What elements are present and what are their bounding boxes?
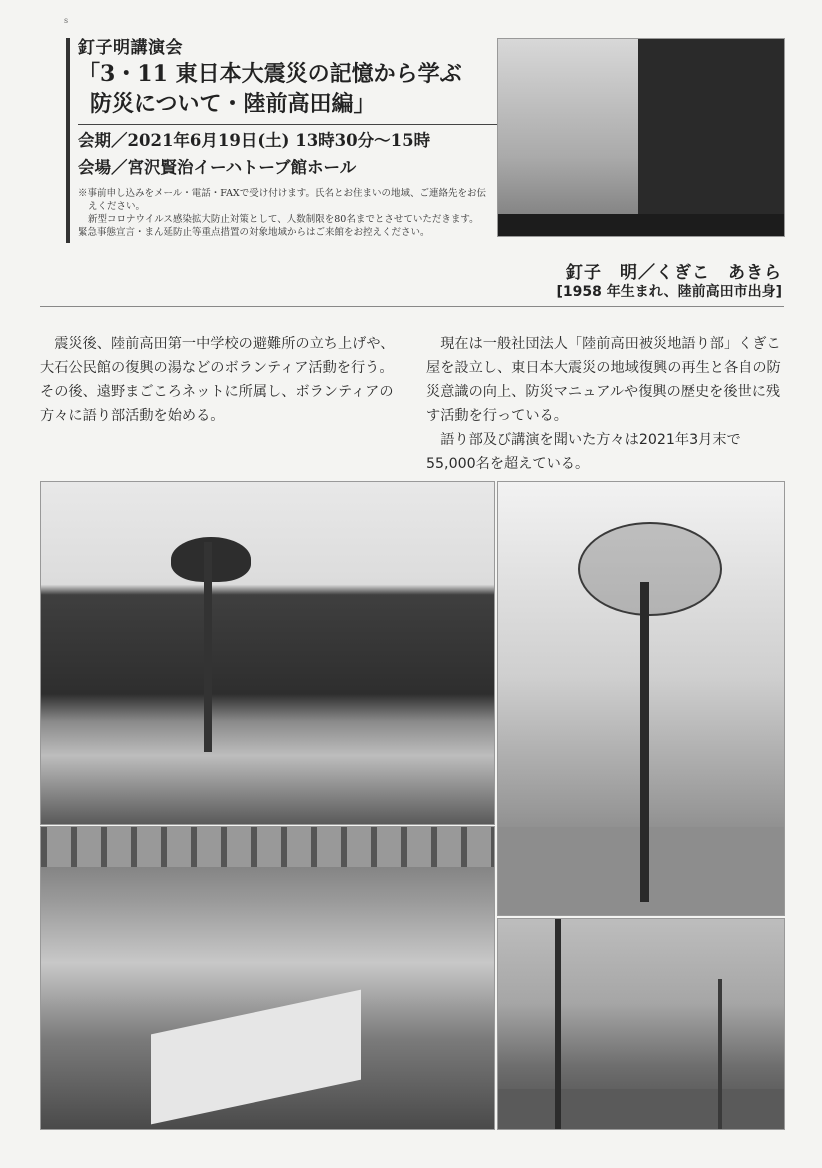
- note-line: 新型コロナウイルス感染拡大防止対策として、人数制限を80名までとさせていただきます。: [88, 214, 479, 225]
- utility-pole: [718, 979, 722, 1129]
- tree-crown: [578, 522, 722, 616]
- miracle-pine-photo: [497, 481, 785, 916]
- body-column-left: [40, 332, 400, 428]
- event-title-line1: 「3・11 東日本大震災の記憶から学ぶ: [78, 61, 462, 87]
- road: [498, 1089, 784, 1129]
- event-series: 釘子明講演会: [78, 38, 183, 58]
- speaker-photo: [497, 38, 785, 237]
- audience-backdrop: [498, 39, 638, 236]
- note-line: ※事前申し込みをメール・電話・FAXで受け付けます。氏名とお住まいの地域、ご連絡先をお伝: [78, 188, 486, 199]
- body-paragraph-2: 現在は一般社団法人「陸前高田被災地語り部」くぎこ屋を設立し、東日本大震災の地域復興の再生と各自の防災意識の向上、防災マニュアルや復興の歴史を後世に残す活動を行っている。: [426, 336, 781, 424]
- tree-trunk: [640, 582, 649, 902]
- note-line: 緊急事態宣言・まん延防止等重点措置の対象地域からはご来館をお控えください。: [78, 227, 430, 238]
- lone-pine-lake-photo: [40, 481, 495, 825]
- event-accent-bar: [66, 38, 70, 243]
- body-paragraph-3: 語り部及び講演を聞いた方々は2021年3月末で55,000名を超えている。: [426, 432, 741, 472]
- title-rule: [78, 124, 508, 125]
- event-venue: 会場／宮沢賢治イーハトーブ館ホール: [78, 158, 357, 177]
- event-date: 会期／2021年6月19日(土) 13時30分〜15時: [78, 131, 431, 150]
- section-divider: [40, 306, 784, 307]
- event-notes: [78, 187, 496, 239]
- page-mark: s: [64, 16, 69, 25]
- event-title-line2: 防災について・陸前高田編」: [90, 91, 376, 117]
- disaster-street-photo: [497, 918, 785, 1130]
- roof-truss: [41, 827, 494, 867]
- body-column-right: [426, 332, 786, 476]
- speaker-bio: [1958 年生まれ、陸前高田市出身]: [556, 284, 782, 300]
- damaged-gymnasium-photo: [40, 826, 495, 1130]
- collapsed-wall: [151, 990, 361, 1125]
- tree-trunk: [204, 542, 212, 752]
- podium: [498, 214, 784, 236]
- utility-pole: [555, 919, 561, 1129]
- event-info: [66, 38, 496, 243]
- note-line: えください。: [88, 201, 146, 212]
- speaker-figure: [638, 39, 784, 236]
- speaker-name: 釘子 明／くぎこ あきら: [566, 263, 782, 283]
- body-paragraph-1: 震災後、陸前高田第一中学校の避難所の立ち上げや、大石公民館の復興の湯などのボランティア活動を行う。その後、遠野まごころネットに所属し、ボランティアの方々に語り部活動を始める。: [40, 336, 395, 424]
